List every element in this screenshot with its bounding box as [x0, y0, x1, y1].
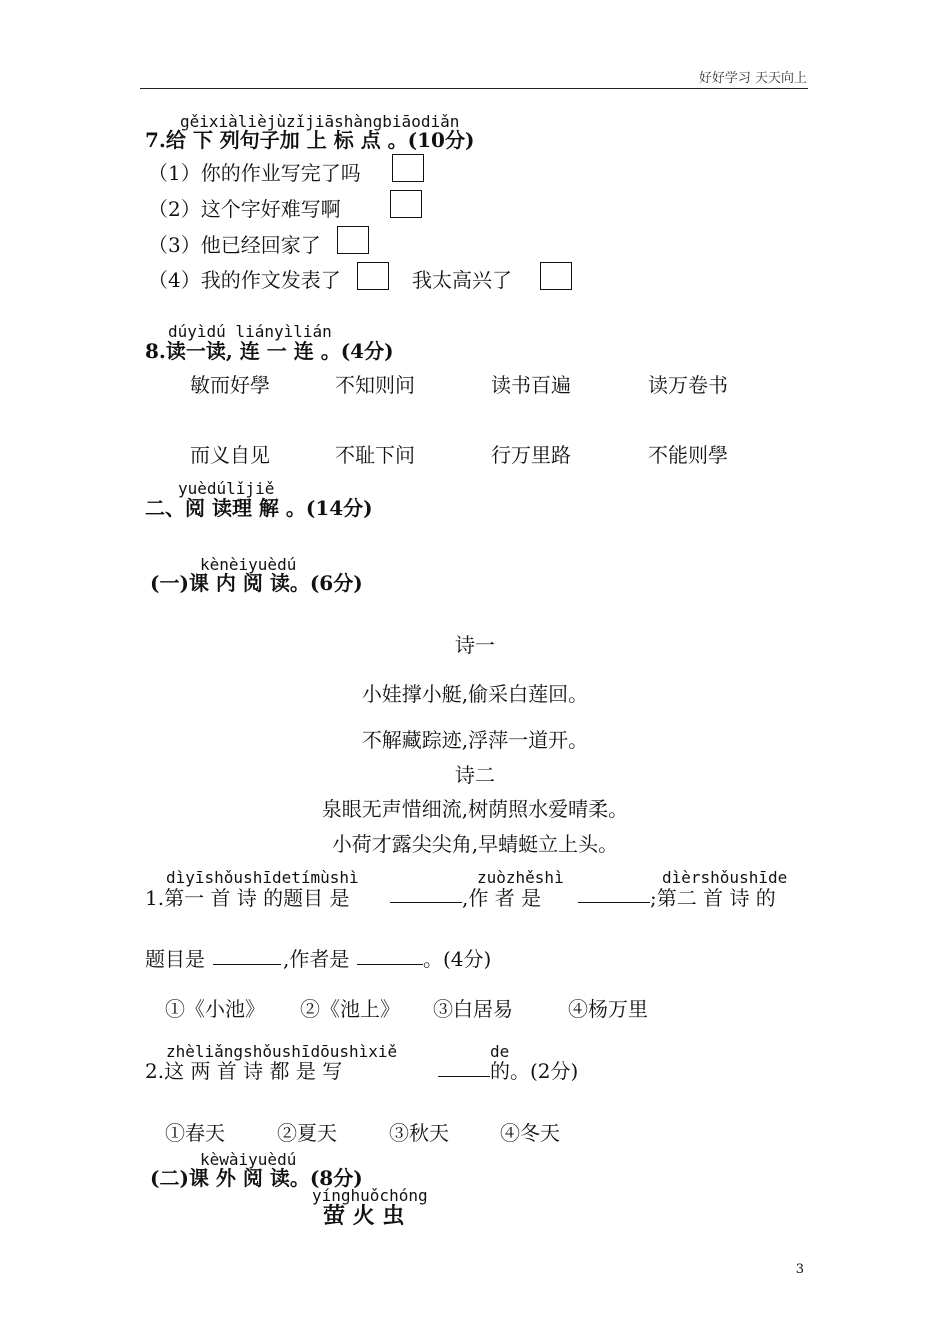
sub1-blank-1[interactable]	[390, 884, 462, 903]
sub2-pinyin: zhèliǎngshǒushīdōushìxiě	[166, 1042, 398, 1061]
sub1-pinyin-c: dìèrshǒushīde	[662, 868, 788, 887]
poem1-line-2: 不解藏踪迹,浮萍一道开。	[361, 728, 589, 752]
poem1-line-1: 小娃撑小艇,偷采白莲回。	[361, 682, 589, 706]
page-header: 好好学习 天天向上	[698, 71, 807, 86]
sub1-option-4[interactable]: ④杨万里	[568, 997, 648, 1021]
q7-answer-box-3[interactable]	[337, 226, 369, 254]
story-pinyin: yínghuǒchóng	[312, 1186, 428, 1205]
part2-title: (二)课 外 阅 读。(8分)	[150, 1166, 363, 1190]
q8-row1-item-3[interactable]: 读书百遍	[491, 373, 571, 397]
header-divider	[140, 88, 808, 89]
q7-title: 7.给 下 列句子加 上 标 点 。(10分)	[145, 128, 475, 152]
q8-row2-item-4[interactable]: 不能则學	[648, 443, 728, 467]
sub2-option-1[interactable]: ①春天	[165, 1121, 225, 1145]
q8-row1-item-1[interactable]: 敏而好學	[190, 373, 270, 397]
sub1-option-1[interactable]: ①《小池》	[165, 997, 265, 1021]
q7-answer-box-4a[interactable]	[357, 262, 389, 290]
q7-item-4: （4）我的作文发表了	[148, 268, 341, 292]
story-title: 萤 火 虫	[323, 1203, 405, 1229]
sub1-line2-a: 题目是	[145, 947, 205, 971]
q7-answer-box-1[interactable]	[392, 154, 424, 182]
sub2-option-4[interactable]: ④冬天	[500, 1121, 560, 1145]
sub2-line-b: 的。(2分)	[490, 1059, 579, 1083]
q8-title: 8.读一读, 连 一 连 。(4分)	[145, 339, 394, 363]
q8-row2-item-2[interactable]: 不耻下问	[335, 443, 415, 467]
sub2-line-a: 2.这 两 首 诗 都 是 写	[145, 1059, 343, 1083]
q8-row2-item-1[interactable]: 而义自见	[190, 443, 270, 467]
sub1-option-2[interactable]: ②《池上》	[300, 997, 400, 1021]
sub1-blank-3[interactable]	[213, 946, 281, 965]
sub1-line2-b: ,作者是	[283, 947, 350, 971]
poem2-line-1: 泉眼无声惜细流,树荫照水爱晴柔。	[321, 797, 629, 821]
poem1-title: 诗一	[455, 633, 495, 657]
part1-title: (一)课 内 阅 读。(6分)	[150, 571, 363, 595]
sub2-option-3[interactable]: ③秋天	[389, 1121, 449, 1145]
part2-pinyin: kèwàiyuèdú	[200, 1150, 297, 1169]
poem2-line-2: 小荷才露尖尖角,早蜻蜓立上头。	[331, 832, 619, 856]
sub2-option-2[interactable]: ②夏天	[277, 1121, 337, 1145]
q7-pinyin: gěixiàlièjùzǐjiāshàngbiāodiǎn	[180, 112, 460, 131]
section2-pinyin: yuèdúlǐjiě	[178, 479, 275, 498]
sub1-option-3[interactable]: ③白居易	[433, 997, 513, 1021]
q7-answer-box-4b[interactable]	[540, 262, 572, 290]
sub1-line1-c: ;第二 首 诗 的	[650, 886, 776, 910]
sub2-pinyin-de: de	[490, 1042, 510, 1061]
q7-answer-box-2[interactable]	[390, 190, 422, 218]
section2-title: 二、阅 读理 解 。(14分)	[145, 496, 373, 520]
q8-row1-item-4[interactable]: 读万卷书	[648, 373, 728, 397]
q7-item-4-extra: 我太高兴了	[412, 268, 512, 292]
q8-row2-item-3[interactable]: 行万里路	[491, 443, 571, 467]
part1-pinyin: kènèiyuèdú	[200, 555, 297, 574]
q7-item-3: （3）他已经回家了	[148, 233, 321, 257]
sub1-blank-2[interactable]	[578, 884, 650, 903]
q7-item-1: （1）你的作业写完了吗	[148, 161, 361, 185]
sub1-pinyin-a: dìyīshǒushīdetímùshì	[166, 868, 359, 887]
sub1-pinyin-b: zuòzhěshì	[477, 868, 564, 887]
sub1-line1-a: 1.第一 首 诗 的题目 是	[145, 886, 350, 910]
q8-pinyin: dúyìdú liányìlián	[168, 322, 332, 341]
page-number: 3	[795, 1262, 804, 1277]
poem2-title: 诗二	[455, 763, 495, 787]
q7-item-2: （2）这个字好难写啊	[148, 197, 341, 221]
sub1-line1-b: ,作 者 是	[462, 886, 542, 910]
sub1-line2-c: 。(4分)	[423, 947, 492, 971]
sub2-blank[interactable]	[438, 1058, 490, 1077]
sub1-blank-4[interactable]	[357, 946, 423, 965]
q8-row1-item-2[interactable]: 不知则问	[335, 373, 415, 397]
